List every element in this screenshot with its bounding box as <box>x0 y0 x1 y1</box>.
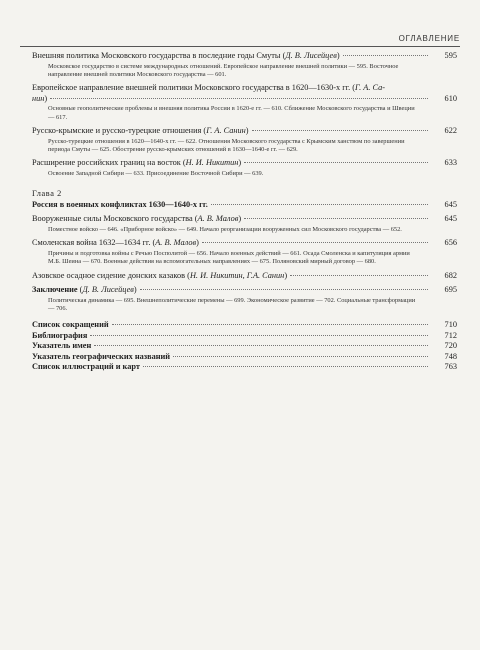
entry-author: Г. А. Санин <box>206 126 246 136</box>
entry-page: 622 <box>444 126 457 136</box>
dot-leader <box>143 366 428 367</box>
dot-leader <box>112 324 428 325</box>
entry-page: 656 <box>444 238 457 248</box>
backmatter-page: 748 <box>444 351 457 361</box>
dot-leader <box>244 218 428 219</box>
entry-page: 610 <box>444 93 457 103</box>
chapter-page: 645 <box>444 199 457 209</box>
toc-entry-line: Азовское осадное сидение донских казаков (Н. И. Никитин, Г.А. Санин) 682 <box>32 270 457 280</box>
entry-title: Вооруженные силы Московского государства ( <box>32 214 198 224</box>
entry-author: Д. В. Лисейцев <box>285 51 337 60</box>
toc-entry <box>32 214 457 234</box>
entry-subsections: Поместное войско — 646. «Приборное войско» — 649. Начало реорганизации вооруженных сил Московского государства — 652. <box>48 225 402 233</box>
toc-entry-line: Русско-крымские и русско-турецкие отношения (Г. А. Санин) 622 <box>32 126 457 136</box>
dot-leader <box>244 162 428 163</box>
entry-author: А. В. Малов <box>155 238 197 248</box>
entry-subsections: Политическая динамика — 695. Внешнеполитические перемены — 699. Экономическое развитие — 702. Социальные трансформации — 706. <box>48 296 416 312</box>
entry-title: Смоленская война 1632—1634 гг. ( <box>32 238 156 248</box>
toc-entry-line: Внешняя политика Московского государства в последние годы Смуты (Д. В. Лисейцев) 595 <box>32 51 457 60</box>
entry-title: Заключение <box>32 285 78 295</box>
backmatter-title: Список иллюстраций и карт <box>32 362 140 372</box>
entry-author: нин <box>32 93 45 103</box>
toc-backmatter-line <box>32 341 457 352</box>
toc-backmatter-line <box>32 362 457 373</box>
toc-entry <box>32 238 457 266</box>
running-header <box>20 34 460 46</box>
entry-page: 682 <box>444 270 457 280</box>
dot-leader <box>290 275 428 276</box>
entry-author: Д. В. Лисейцев <box>82 285 134 295</box>
entry-author: Н. И. Никитин, Г.А. Санин <box>189 270 285 280</box>
dot-leader <box>252 130 428 131</box>
entry-subsections: Основные геополитические проблемы и внешняя политика России в 1620-е гг. — 610. Сближение Московского государства и Швеции — 617. <box>48 105 415 121</box>
dot-leader <box>202 242 428 243</box>
entry-author: А. В. Малов <box>197 214 239 224</box>
entry-page: 645 <box>444 214 457 224</box>
toc-backmatter-line <box>32 320 457 331</box>
dot-leader <box>140 289 428 290</box>
chapter-title-line <box>32 200 457 211</box>
entry-title: Европейское направление внешней политики Московского государства в 1620—1630-х гг. ( <box>32 83 356 93</box>
entry-author: Н. И. Никитин <box>185 158 239 168</box>
dot-leader <box>94 345 428 346</box>
toc-entry-line <box>32 83 457 94</box>
backmatter-title: Библиография <box>32 330 88 340</box>
entry-author: Г. А. Са- <box>355 83 386 93</box>
entry-subsections: Русско-турецкие отношения в 1620—1640-х гг. — 622. Отношения Московского государства с Крымским ханством по завершении периода Смуты — 625. Обострение русско-крымских отношений в 1630—1640-е гг. — 629. <box>48 137 405 154</box>
entry-title: Азовское осадное сидение донских казаков ( <box>32 270 190 280</box>
toc-entry-line: Заключение (Д. В. Лисейцев) 695 <box>32 285 457 295</box>
chapter-title: Россия в военных конфликтах 1630—1640-х гг. <box>32 199 208 209</box>
toc-entry-line: Вооруженные силы Московского государства (А. В. Малов) 645 <box>32 214 457 224</box>
entry-page: 633 <box>444 158 457 168</box>
header-rule <box>20 46 460 47</box>
backmatter-title: Указатель географических названий <box>32 351 171 361</box>
toc-entry <box>32 126 457 154</box>
backmatter-page: 710 <box>444 320 457 330</box>
entry-page: 595 <box>444 51 457 60</box>
dot-leader <box>50 98 428 99</box>
entry-subsections: Причины и подготовка войны с Речью Посполитой — 656. Начало военных действий — 661. Осада Смоленска и капитуляция армии М.Б. Шеина — 670. Военные действия на вспомогательных направлениях — 675. Поляновский мирный договор — 680. <box>48 249 410 266</box>
toc-entry-line: Смоленская война 1632—1634 гг. (А. В. Малов) 656 <box>32 238 457 248</box>
dot-leader <box>173 356 428 357</box>
backmatter-page: 763 <box>444 362 457 372</box>
entry-page: 695 <box>444 285 457 295</box>
entry-title: Русско-крымские и русско-турецкие отношения ( <box>32 126 207 136</box>
toc-entry <box>32 285 457 313</box>
toc-entry <box>32 51 457 79</box>
toc-entry <box>32 271 457 282</box>
toc-entry: Европейское направление внешней политики Московского государства в 1620—1630-х гг. (Г. А. Са- нин) 610 Основные геополитические проблемы и внешняя политика России в 1620-е гг. — 610. Сближение Московского государства и Швеции — 617. <box>32 83 457 121</box>
toc-backmatter-line <box>32 352 457 363</box>
entry-subsections: Московское государство в системе международных отношений. Европейское направление внешней политики — 595. Восточное направление внешней политики Московского государства — 601. <box>48 62 399 78</box>
backmatter-page: 720 <box>444 341 457 351</box>
header-title: ОГЛАВЛЕНИЕ <box>398 34 460 43</box>
entry-subsections: Освоение Западной Сибири — 633. Присоединение Восточной Сибири — 639. <box>48 169 264 177</box>
backmatter-title: Список сокращений <box>32 320 109 330</box>
entry-title: Расширение российских границ на восток ( <box>32 158 186 168</box>
entry-title: Внешняя политика Московского государства в последние годы Смуты ( <box>32 51 286 60</box>
backmatter-title: Указатель имен <box>32 341 92 351</box>
table-of-contents <box>32 51 457 373</box>
dot-leader <box>211 204 428 205</box>
toc-backmatter-line <box>32 331 457 342</box>
toc-entry <box>32 158 457 178</box>
dot-leader <box>343 55 428 56</box>
chapter-label: Глава 2 <box>32 189 62 199</box>
dot-leader <box>90 335 428 336</box>
backmatter-page: 712 <box>444 330 457 340</box>
toc-entry-line: Расширение российских границ на восток (Н. И. Никитин) 633 <box>32 158 457 168</box>
